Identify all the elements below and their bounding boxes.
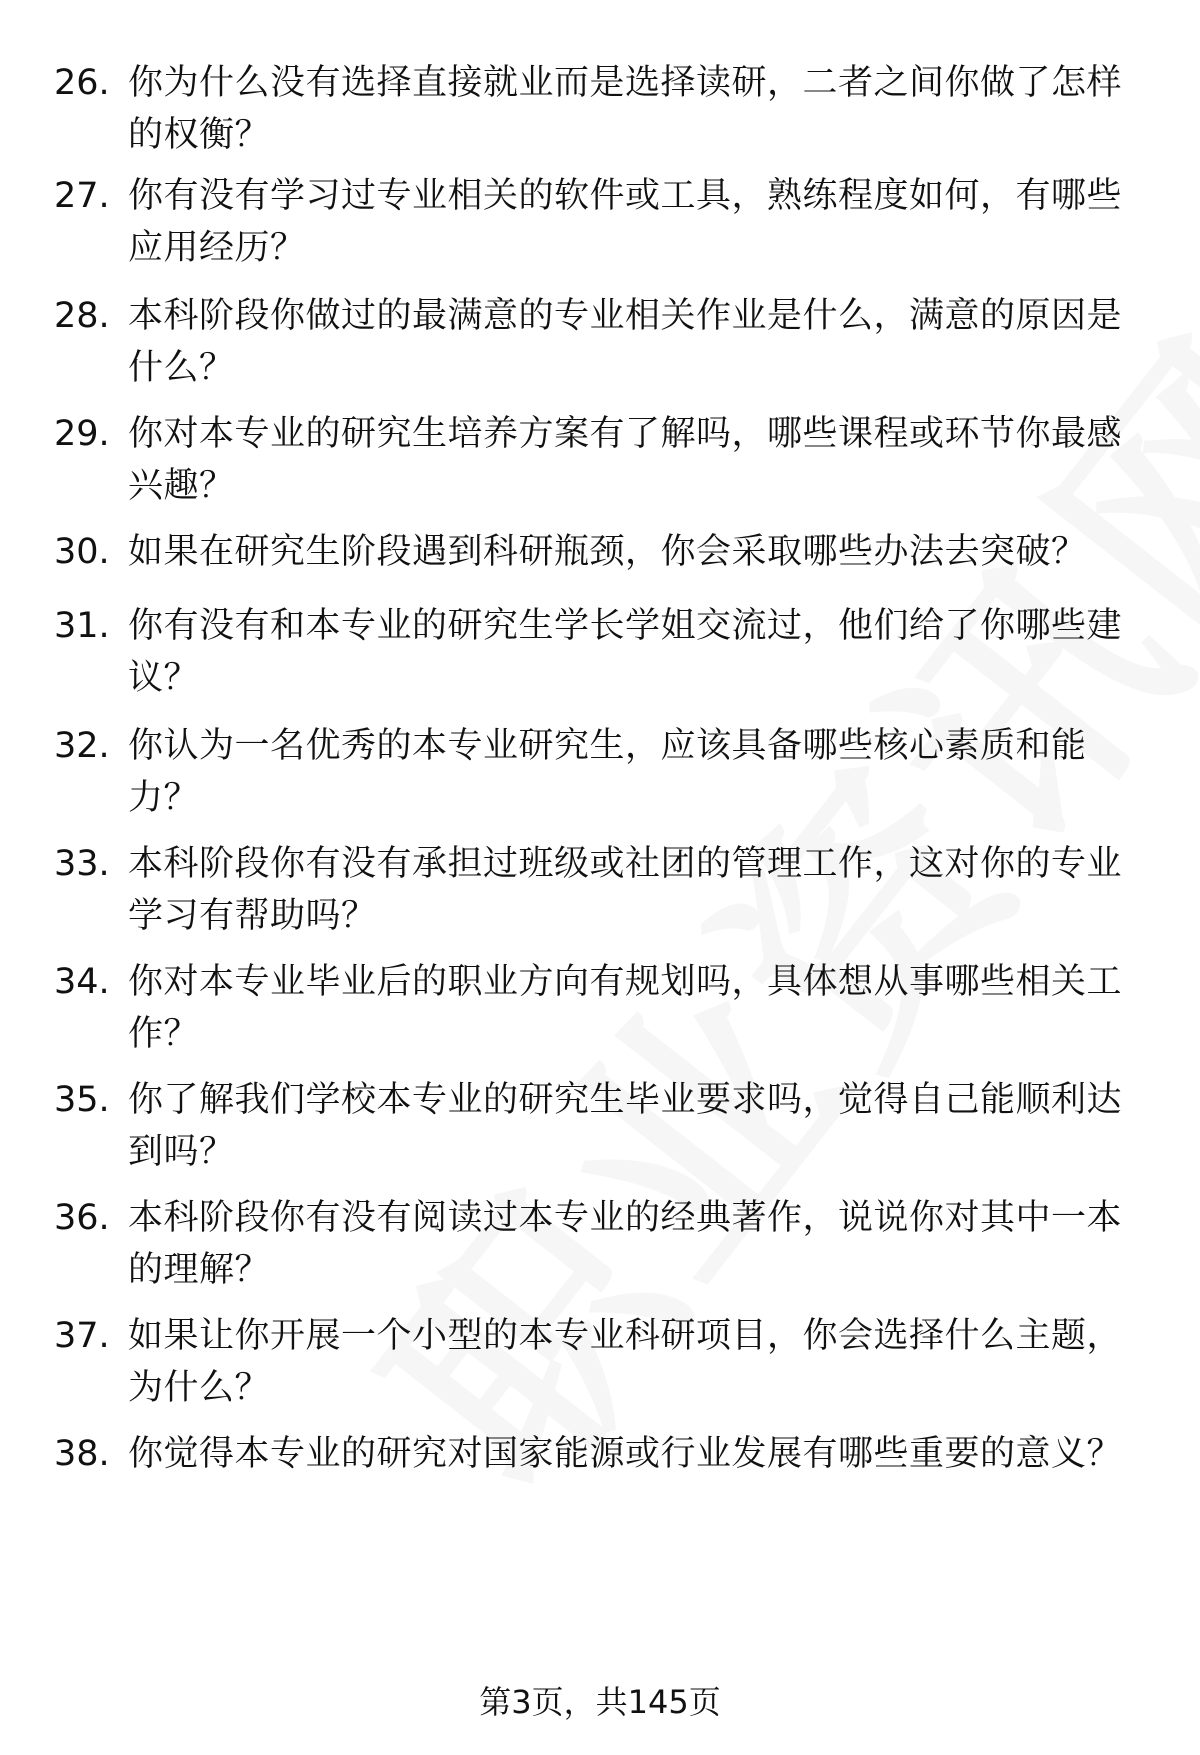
question-number: 37. xyxy=(54,1316,110,1356)
question-number: 32. xyxy=(54,726,110,766)
question-text: 你对本专业的研究生培养方案有了解吗，哪些课程或环节你最感兴趣？ xyxy=(128,414,1123,506)
question-text: 你了解我们学校本专业的研究生毕业要求吗，觉得自己能顺利达到吗？ xyxy=(128,1080,1123,1172)
page-footer: 第3页，共145页 xyxy=(479,1683,721,1721)
question-number: 27. xyxy=(54,176,110,216)
question-text: 如果让你开展一个小型的本专业科研项目，你会选择什么主题，为什么？ xyxy=(128,1316,1123,1408)
question-number: 34. xyxy=(54,962,110,1002)
question-text: 本科阶段你有没有承担过班级或社团的管理工作，这对你的专业学习有帮助吗？ xyxy=(128,844,1123,936)
question-number: 30. xyxy=(54,532,110,572)
question-text: 你为什么没有选择直接就业而是选择读研，二者之间你做了怎样的权衡？ xyxy=(128,63,1123,155)
question-number: 31. xyxy=(54,606,110,646)
question-text: 你有没有和本专业的研究生学长学姐交流过，他们给了你哪些建议？ xyxy=(128,606,1123,698)
question-text: 你有没有学习过专业相关的软件或工具，熟练程度如何，有哪些应用经历？ xyxy=(128,176,1123,268)
question-number: 28. xyxy=(54,296,110,336)
question-number: 35. xyxy=(54,1080,110,1120)
question-number: 29. xyxy=(54,414,110,454)
question-text: 你对本专业毕业后的职业方向有规划吗，具体想从事哪些相关工作？ xyxy=(128,962,1123,1054)
question-text: 本科阶段你做过的最满意的专业相关作业是什么，满意的原因是什么？ xyxy=(128,296,1123,388)
question-number: 38. xyxy=(54,1434,110,1474)
question-text: 本科阶段你有没有阅读过本专业的经典著作，说说你对其中一本的理解？ xyxy=(128,1198,1123,1290)
question-text: 你认为一名优秀的本专业研究生，应该具备哪些核心素质和能力？ xyxy=(128,726,1087,818)
question-number: 26. xyxy=(54,63,110,103)
question-number: 36. xyxy=(54,1198,110,1238)
question-text: 如果在研究生阶段遇到科研瓶颈，你会采取哪些办法去突破？ xyxy=(128,532,1087,572)
question-number: 33. xyxy=(54,844,110,884)
question-text: 你觉得本专业的研究对国家能源或行业发展有哪些重要的意义？ xyxy=(128,1434,1123,1474)
